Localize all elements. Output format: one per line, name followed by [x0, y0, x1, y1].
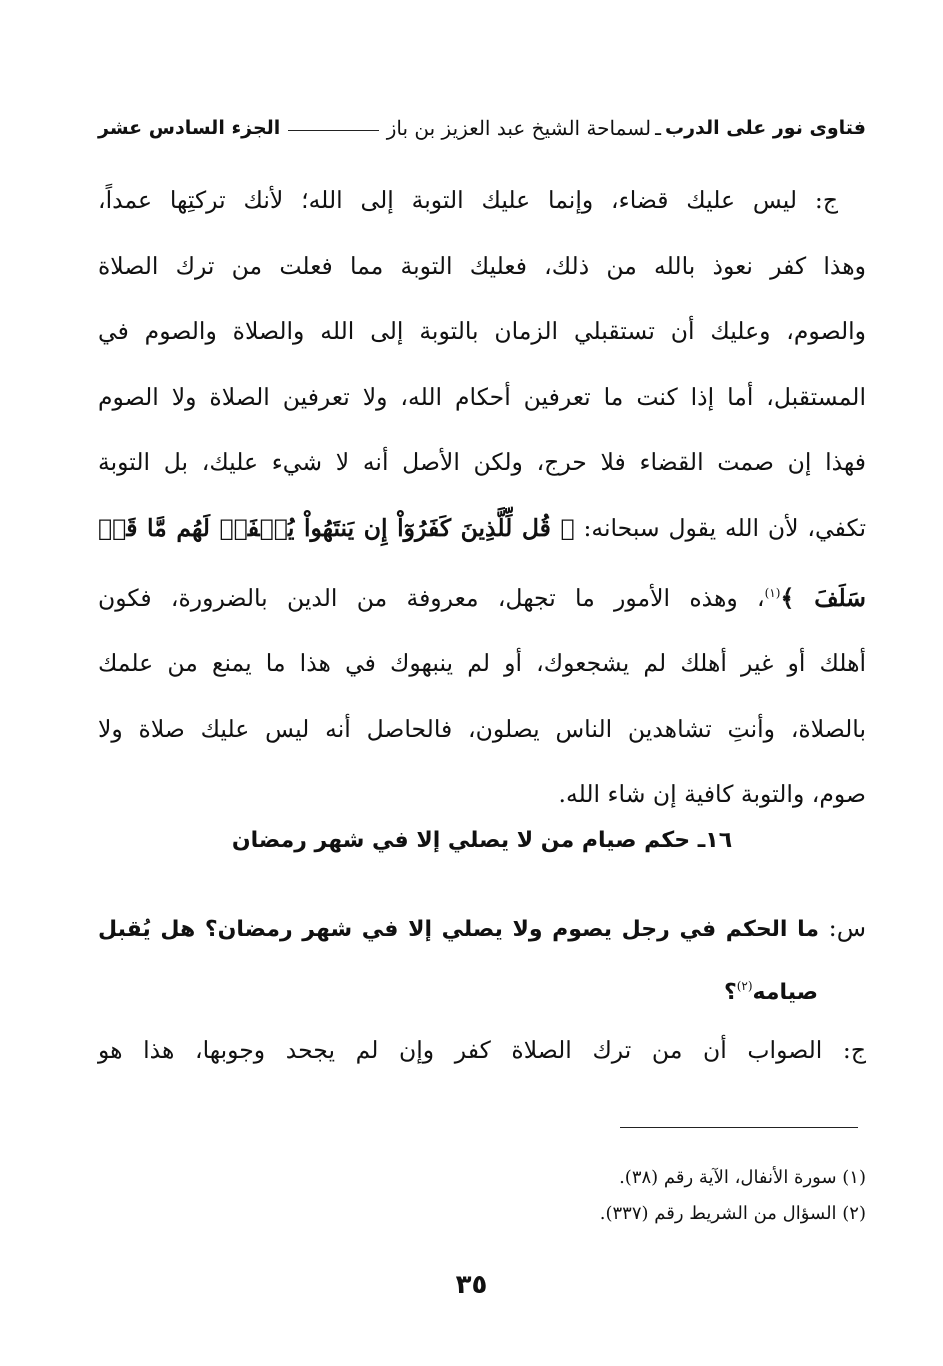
footnotes	[98, 1160, 866, 1232]
quran-verse: ﴿ قُل لِّلَّذِينَ كَفَرُوٓاْ إِن يَنتَهُواْ يُغۡفَرۡ لَهُم مَّا قَدۡ	[98, 513, 575, 542]
section-heading	[98, 828, 866, 853]
section-dash: ـ	[697, 828, 706, 853]
text-line: وهذا كفر نعوذ بالله من ذلك، فعليك التوبة مما فعلت من ترك الصلاة	[98, 251, 866, 280]
text-segment: ، وهذه الأمور ما تجهل، معروفة من الدين بالضرورة، فكون	[98, 583, 765, 612]
text-line: صوم، والتوبة كافية إن شاء الله.	[558, 780, 866, 809]
text-line: بالصلاة، وأنتِ تشاهدين الناس يصلون، فالحاصل أنه ليس عليك صلاة ولا	[98, 714, 866, 743]
answer-paragraph	[98, 168, 866, 828]
header-separator: ـ	[655, 116, 661, 140]
text-line	[98, 958, 866, 1021]
page-number: ٣٥	[455, 1270, 488, 1300]
question-mark: ؟	[723, 980, 737, 1005]
text-segment: تكفي، لأن الله يقول سبحانه:	[574, 513, 866, 542]
footnote-divider	[620, 1127, 858, 1128]
footnote-ref: (١)	[764, 586, 781, 600]
text-line: فهذا إن صمت القضاء فلا حرج، ولكن الأصل أنه لا شيء عليك، بل التوبة	[98, 448, 866, 476]
text-line: المستقبل، أما إذا كنت ما تعرفين أحكام الله، ولا تعرفين الصلاة ولا الصوم	[98, 382, 866, 411]
footnote: (١) سورة الأنفال، الآية رقم (٣٨).	[619, 1167, 866, 1188]
answer2-paragraph	[98, 1022, 866, 1078]
text-line	[98, 561, 866, 631]
footnote: (٢) السؤال من الشريط رقم (٣٣٧).	[599, 1203, 866, 1224]
section-title-text: حكم صيام من لا يصلي إلا في شهر رمضان	[231, 828, 691, 853]
text-line	[98, 900, 866, 958]
question-paragraph	[98, 900, 866, 1021]
text-line: أهلك أو غير أهلك لم يشجعوك، أو لم ينبهوك في هذا ما يمنع من علمك	[98, 649, 866, 678]
running-header	[98, 108, 866, 148]
text-line: ج: ليس عليك قضاء، وإنما عليك التوبة إلى الله؛ لأنك تركتِها عمداً،	[98, 186, 838, 214]
text-line	[98, 496, 866, 562]
footnote-ref: (٢)	[736, 979, 753, 993]
book-title: فتاوى نور على الدرب	[665, 117, 866, 139]
question-text: ما الحكم في رجل يصوم ولا يصلي إلا في شهر رمضان؟ هل يُقبل	[98, 917, 819, 942]
text-line: والصوم، وعليك أن تستقبلي الزمان بالتوبة إلى الله والصلاة والصوم في	[98, 317, 866, 345]
section-number: ١٦	[705, 828, 733, 853]
author-name: لسماحة الشيخ عبد العزيز بن باز	[386, 116, 652, 140]
volume-label: الجزء السادس عشر	[98, 117, 281, 139]
quran-verse-end: سَلَفَ ﴾	[780, 583, 866, 612]
question-text-end: صيامه	[752, 980, 818, 1005]
header-rule	[288, 130, 378, 131]
text-line: ج: الصواب أن من ترك الصلاة كفر وإن لم يجحد وجوبها، هذا هو	[98, 1036, 866, 1064]
question-prefix: س:	[819, 914, 866, 942]
